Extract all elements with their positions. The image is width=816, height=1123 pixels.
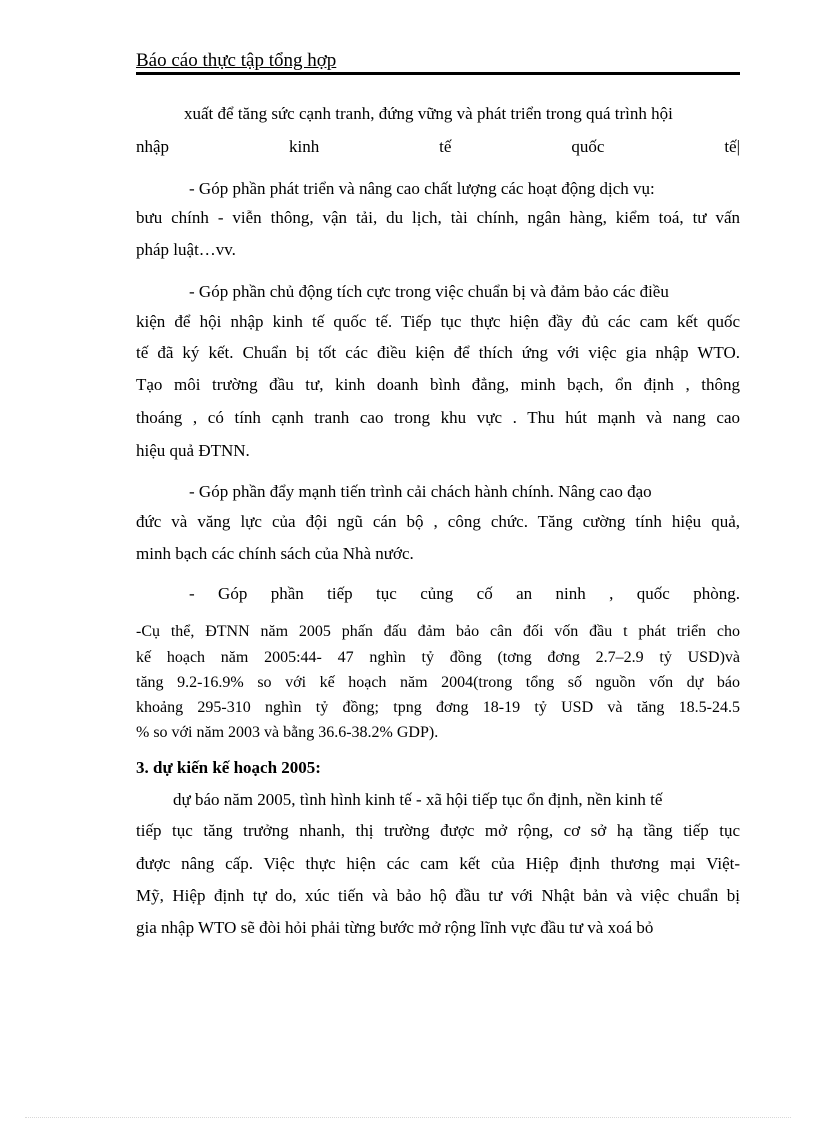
header-title: Báo cáo thực tập tổng hợp	[136, 50, 337, 71]
text-line: - Góp phần phát triển và nâng cao chất lượng các hoạt động dịch vụ:	[189, 179, 655, 198]
text-line: -Cụ thể, ĐTNN năm 2005 phấn đấu đảm bảo cân đối vốn đầu t phát triển cho	[136, 623, 740, 640]
text-line: bưu chính - viễn thông, vận tải, du lịch, tài chính, ngân hàng, kiểm toá, tư vấn	[136, 208, 740, 227]
text-line: Mỹ, Hiệp định tự do, xúc tiến và bảo hộ đầu tư với Nhật bản và việc chuẩn bị	[136, 886, 740, 905]
text-line: pháp luật…vv.	[136, 240, 236, 259]
text-line: minh bạch các chính sách của Nhà nước.	[136, 544, 414, 563]
text-line: được nâng cấp. Việc thực hiện các cam kết của Hiệp định thương mại Việt-	[136, 854, 740, 873]
text-line: tăng 9.2-16.9% so với kế hoạch năm 2004(trong tổng số nguồn vốn dự báo	[136, 674, 740, 691]
text-line: tiếp tục tăng trưởng nhanh, thị trường được mở rộng, cơ sở hạ tầng tiếp tục	[136, 821, 740, 840]
page-header	[136, 50, 740, 75]
section-heading: 3. dự kiến kế hoạch 2005:	[136, 758, 321, 777]
text-line: - Góp phần đẩy mạnh tiến trình cải chách hành chính. Nâng cao đạo	[189, 482, 652, 501]
text-line: nhập kinh tế quốc tế|	[136, 137, 740, 156]
text-line: dự báo năm 2005, tình hình kinh tế - xã hội tiếp tục ổn định, nền kinh tế	[173, 790, 663, 809]
text-line: thoáng , có tính cạnh tranh cao trong khu vực . Thu hút mạnh và nang cao	[136, 408, 740, 427]
text-line: Tạo môi trường đầu tư, kinh doanh bình đẳng, minh bạch, ổn định , thông	[136, 375, 740, 394]
text-line: kế hoạch năm 2005:44- 47 nghìn tỷ đồng (tơng đơng 2.7–2.9 tỷ USD)và	[136, 649, 740, 666]
page-edge-divider	[25, 1117, 791, 1118]
text-line: % so với năm 2003 và bằng 36.6-38.2% GDP).	[136, 724, 439, 741]
text-line: đức và văng lực của đội ngũ cán bộ , công chức. Tăng cường tính hiệu quả,	[136, 512, 740, 531]
text-line: - Góp phần chủ động tích cực trong việc chuẩn bị và đảm bảo các điều	[189, 282, 669, 301]
text-line: khoảng 295-310 nghìn tỷ đồng; tpng đơng 18-19 tỷ USD và tăng 18.5-24.5	[136, 699, 740, 716]
text-line: gia nhập WTO sẽ đòi hỏi phải từng bước mở rộng lĩnh vực đầu tư và xoá bỏ	[136, 918, 654, 937]
text-line: hiệu quả ĐTNN.	[136, 441, 250, 460]
text-line: kiện để hội nhập kinh tế quốc tế. Tiếp tục thực hiện đầy đủ các cam kết quốc	[136, 312, 740, 331]
text-line: tế đã ký kết. Chuẩn bị tốt các điều kiện để thích ứng với việc gia nhập WTO.	[136, 343, 740, 362]
text-line: xuất để tăng sức cạnh tranh, đứng vững và phát triển trong quá trình hội	[184, 104, 673, 123]
text-line: - Góp phần tiếp tục củng cố an ninh , quốc phòng.	[189, 584, 740, 603]
